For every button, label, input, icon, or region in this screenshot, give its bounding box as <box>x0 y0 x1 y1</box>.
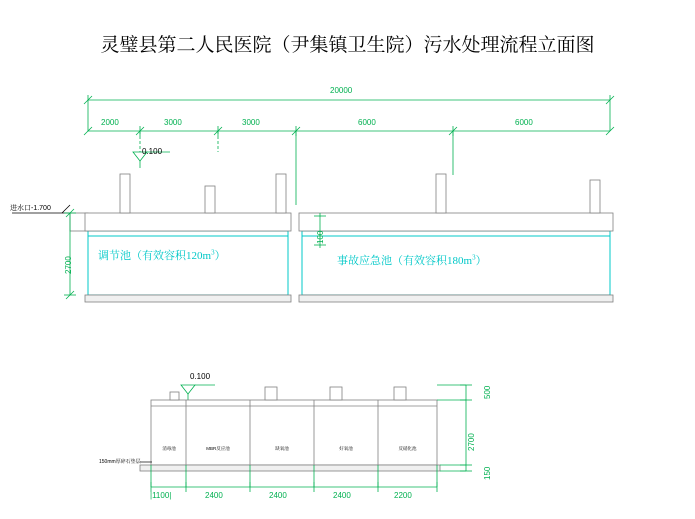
lower-right-dimension <box>437 385 472 471</box>
lower-bottom-dim-5: 2200 <box>394 491 412 500</box>
lower-bottom-dim-3: 2400 <box>269 491 287 500</box>
page-title: 灵璧县第二人民医院（尹集镇卫生院）污水处理流程立面图 <box>100 35 595 56</box>
cell-label-4: 好氧池 <box>339 446 353 451</box>
gravel-note-label: 150mm厚碎石垫层 <box>99 459 141 465</box>
pool-name-1: 调节池（有效容积$120m^3$） <box>98 248 226 262</box>
lower-elevation-label: 0.100 <box>190 372 211 381</box>
upper-height-label: 2700 <box>64 256 73 274</box>
upper-seg-dim-1: 2000 <box>101 118 119 127</box>
lower-risers <box>170 387 406 400</box>
lower-right-dim-1: 500 <box>483 385 492 399</box>
upper-tank-2-slab <box>299 213 613 231</box>
cell-label-1: 消毒池 <box>162 446 176 451</box>
lower-plan-group <box>140 385 472 492</box>
upper-seg-dim-5: 6000 <box>515 118 533 127</box>
upper-seg-dim-4: 6000 <box>358 118 376 127</box>
upper-tank-1-base <box>85 295 291 302</box>
lower-bottom-dim-4: 2400 <box>333 491 351 500</box>
upper-wall-dim-label: 100 <box>316 230 325 244</box>
upper-tank-1 <box>88 231 288 295</box>
lower-bottom-dim-2: 2400 <box>205 491 223 500</box>
cell-label-3: 缺氧池 <box>275 446 289 451</box>
upper-seg-dim-3: 3000 <box>242 118 260 127</box>
upper-risers <box>120 174 600 213</box>
cell-label-2: MBR反应池 <box>206 446 230 451</box>
lower-elevation-marker <box>181 385 215 400</box>
lower-bottom-dim-1: |1100| <box>150 491 172 500</box>
cell-label-5: 反硝化池 <box>398 446 417 451</box>
upper-tank-1-slab <box>85 213 291 231</box>
lower-body <box>140 400 440 471</box>
upper-overall-dim-label: 20000 <box>330 86 353 95</box>
inlet-label: 进水口-1.700 <box>10 205 51 212</box>
upper-tank-2-base <box>299 295 613 302</box>
upper-seg-dim-2: 3000 <box>164 118 182 127</box>
upper-elevation-label: 0.100 <box>142 147 163 156</box>
upper-segment-dimension <box>84 126 614 205</box>
lower-right-dim-2: 2700 <box>467 433 476 451</box>
lower-right-dim-3: 150 <box>483 466 492 480</box>
pool-name-2: 事故应急池（有效容积$180m^3$） <box>337 253 487 267</box>
